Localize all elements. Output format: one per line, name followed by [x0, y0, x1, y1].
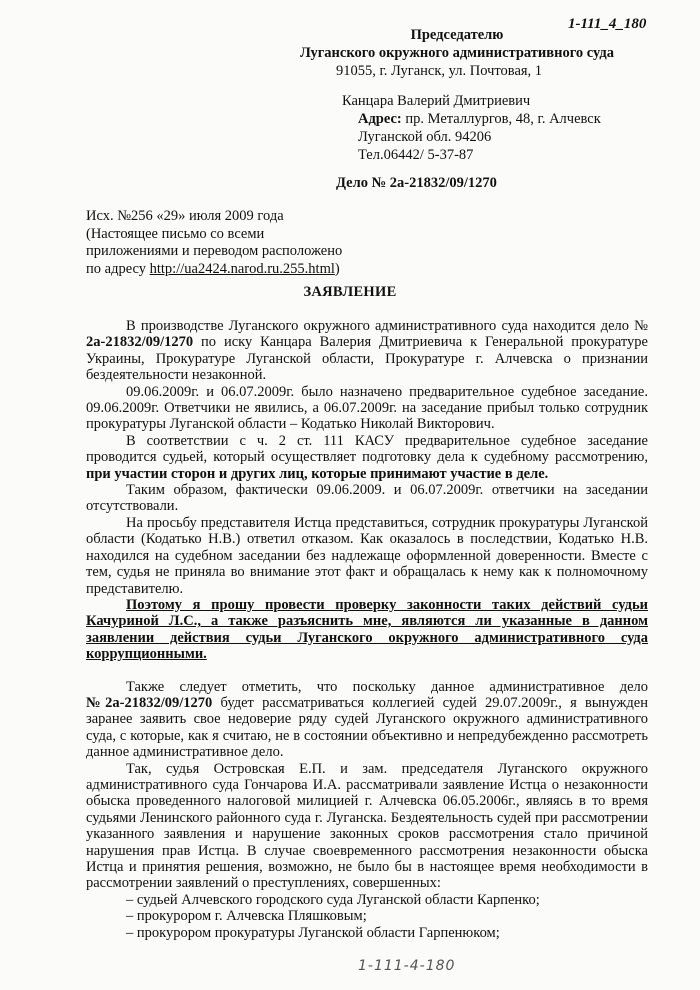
list-item: – судьей Алчевского городского суда Луганской области Карпенко; — [126, 891, 540, 908]
list-item: – прокурором г. Алчевска Пляшковым; — [126, 908, 367, 925]
sender-phone: Тел.06442/ 5-37-87 — [358, 147, 474, 163]
outgoing-note-line3 — [86, 261, 342, 279]
crime-list — [86, 892, 648, 941]
sender-block — [300, 92, 601, 164]
paragraph-2: 09.06.2009г. и 06.07.2009г. было назначено предварительное судебное заседание. 09.06.2009г. Ответчики не явились, а 06.07.2009г. на заседание прибыл только сотрудник прокуратуры Луганской области – Кодатько Николай Викторович. — [86, 383, 648, 433]
paragraph-7 — [86, 679, 648, 761]
case-number: Дело № 2а-21832/09/1270 — [336, 175, 497, 191]
paragraph-6: Поэтому я прошу провести проверку законности таких действий судьи Качуриной Л.С., а также разъяснить мне, являются ли указанные в данном заявлении действия судьи Луганского окружного административного суда коррупционными. — [86, 596, 648, 663]
sender-region: Луганской обл. 94206 — [358, 129, 492, 145]
address-value: пр. Металлургов, 48, г. Алчевск — [401, 111, 601, 127]
paragraph-8: Так, судья Островская Е.П. и зам. председателя Луганского окружного административного суда Гончарова И.А. рассматривали заявление Истца о незаконности обыска проведенного налоговой милицией г. Алчевска 06.05.2006г., являясь в то время судьями Ленинского районного суда г. Луганска. Бездеятельность судей при рассмотрении указанного заявления и нарушение законных сроков рассмотрения стало причиной нарушения прав Истца. В случае своевременного рассмотрения незаконности обыска Истца и принятия решения, возможно, не было бы в настоящее время необходимости в рассмотрении заявлений о преступлениях, совершенных: — [86, 760, 648, 892]
outgoing-note-line1: (Настоящее письмо со всеми — [86, 225, 265, 242]
p7-case-number: №2а-21832/09/1270 — [86, 694, 213, 711]
handwritten-note: 1-111-4-180 — [358, 958, 456, 974]
addressee-title: Председателю — [410, 27, 504, 43]
sender-name: Канцара Валерий Дмитриевич — [342, 93, 531, 109]
outgoing-note-line2: приложениями и переводом расположено — [86, 243, 343, 259]
link-prefix: по адресу — [86, 260, 150, 277]
paragraph-3 — [86, 433, 648, 482]
p3-text: В соответствии с ч. 2 ст. 111 КАСУ предварительное судебное заседание проводится судьей, который осуществляет подготовку дела к судебному рассмотрению, — [86, 432, 648, 466]
paragraph-4: Таким образом, фактически 09.06.2009. и 06.07.2009г. ответчики на заседании отсутствовали. — [86, 482, 648, 515]
list-item: – прокурором прокуратуры Луганской области Гарпенюком; — [126, 924, 500, 941]
document-body — [86, 318, 648, 941]
p7-text-end: будет рассматриваться коллегией судей 29.07.2009г., я вынужден заранее заявить свое недоверие ряду судей Луганского окружного административного суда, с которые, как я считаю, не в состоянии объективно и непредубежденно рассмотреть данное административное дело. — [86, 694, 648, 761]
p1-text: В производстве Луганского окружного административного суда находится дело № — [126, 318, 648, 334]
document-link[interactable]: http://ua2424.narod.ru.255.html — [149, 260, 335, 277]
addressee-address: 91055, г. Луганск, ул. Почтовая, 1 — [336, 63, 543, 79]
p7-text: Также следует отметить, что поскольку данное административное дело — [126, 678, 648, 695]
paragraph-5: На просьбу представителя Истца представиться, сотрудник прокуратуры Луганской области (Кодатько Н.В.) ответил отказом. Как оказалось в последствии, Кодатько Н.В. находился на судебном заседании без надлежаще оформленной доверенности. Вместе с тем, судья не приняла во внимание этот факт и обращалась к нему как к полномочному представителю. — [86, 514, 648, 597]
p1-text-end: по иску Канцара Валерия Дмитриевича к Генеральной прокуратуре Украины, Прокуратуре Луганской области, Прокуратуре г. Алчевска о признании бездеятельности незаконной. — [86, 334, 648, 384]
outgoing-reference — [86, 208, 342, 278]
document-code: 1-111_4_180 — [568, 16, 647, 32]
document-title: ЗАЯВЛЕНИЕ — [303, 284, 397, 300]
addressee-court: Луганского окружного административного суда — [300, 45, 614, 61]
p3-emphasis: при участии сторон и других лиц, которые принимают участие в деле. — [86, 465, 549, 482]
outgoing-number: Исх. №256 «29» июля 2009 года — [86, 208, 284, 224]
address-label: Адрес: — [358, 111, 402, 127]
sender-address — [300, 110, 601, 128]
link-suffix: ) — [334, 260, 340, 277]
p1-case-number: 2а-21832/09/1270 — [86, 334, 194, 351]
addressee-block — [300, 26, 614, 80]
paragraph-1 — [86, 318, 648, 384]
